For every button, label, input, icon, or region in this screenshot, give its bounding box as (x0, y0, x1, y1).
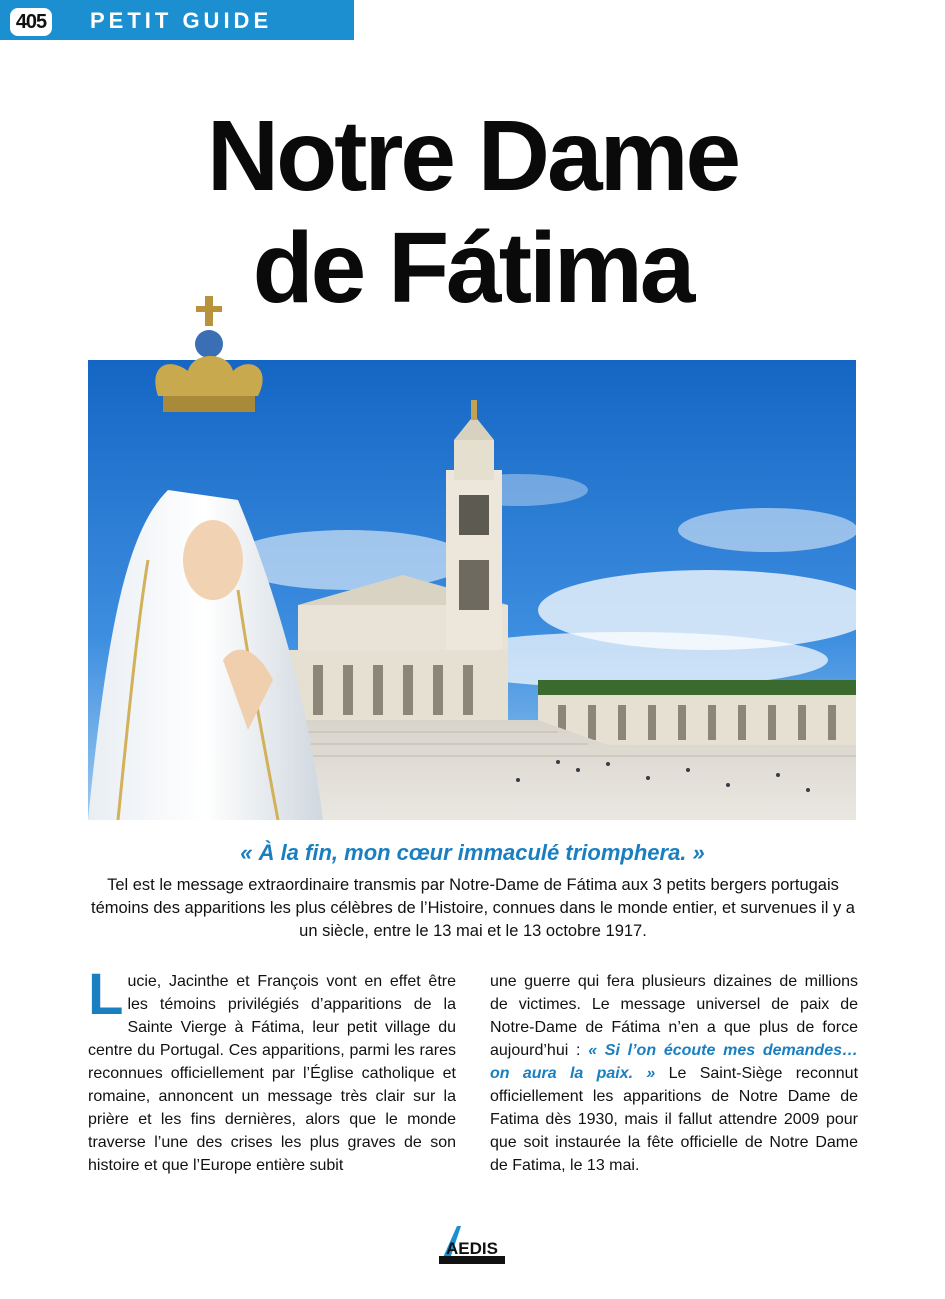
right-column-text-1: une guerre qui fera plusieurs dizaines de millions de victimes. Le message universel de paix de Notre-Dame de Fátima n’en a que plus de force aujourd’hui : (490, 973, 858, 1059)
body-column-right (490, 970, 858, 1177)
right-column-text-2: Le Saint-Siège reconnut officiellement les apparitions de Notre Dame de Fatima dès 1930, mais il fallut attendre 2009 pour que soit instaurée la fête officielle de Notre Dame de Fatima, le 13 mai. (490, 1065, 859, 1174)
intro-paragraph: Tel est le message extraordinaire transmis par Notre-Dame de Fátima aux 3 petits bergers portugais témoins des apparitions les plus célèbres de l’Histoire, connues dans le monde entier, et survenues il y a un siècle, entre le 13 mai et le 13 octobre 1917. (90, 876, 855, 940)
cover-photo (88, 360, 856, 820)
header-bar (0, 0, 354, 40)
publisher-logo (437, 1222, 507, 1266)
inline-quote: « Si l’on écoute mes demandes… on aura la paix. » (490, 1042, 858, 1082)
series-label: PETIT GUIDE (90, 8, 273, 33)
body-column-left (88, 962, 456, 1177)
publisher-logo-text: AEDIS (446, 1239, 498, 1258)
drop-cap: L (88, 962, 124, 1027)
crown-icon (148, 296, 268, 416)
guide-number: 405 (15, 11, 47, 33)
title-line-2: de Fátima (252, 212, 693, 324)
title-line-1: Notre Dame (206, 100, 739, 212)
featured-quote: « À la fin, mon cœur immaculé triomphera. » (240, 840, 705, 865)
left-column-text: ucie, Jacinthe et François vont en effet être les témoins privilégiés d’apparitions de la Sainte Vierge à Fátima, leur petit village du centre du Portugal. Ces apparitions, parmi les rares reconnues officiellement par l’Église catholique et romaine, annoncent un message très clair sur la prière et les fins dernières, alors que le monde traverse l’une des crises les plus graves de son histoire et que l’Europe entière subit (88, 973, 456, 1174)
guide-number-badge (10, 8, 52, 36)
page-title (0, 100, 945, 324)
